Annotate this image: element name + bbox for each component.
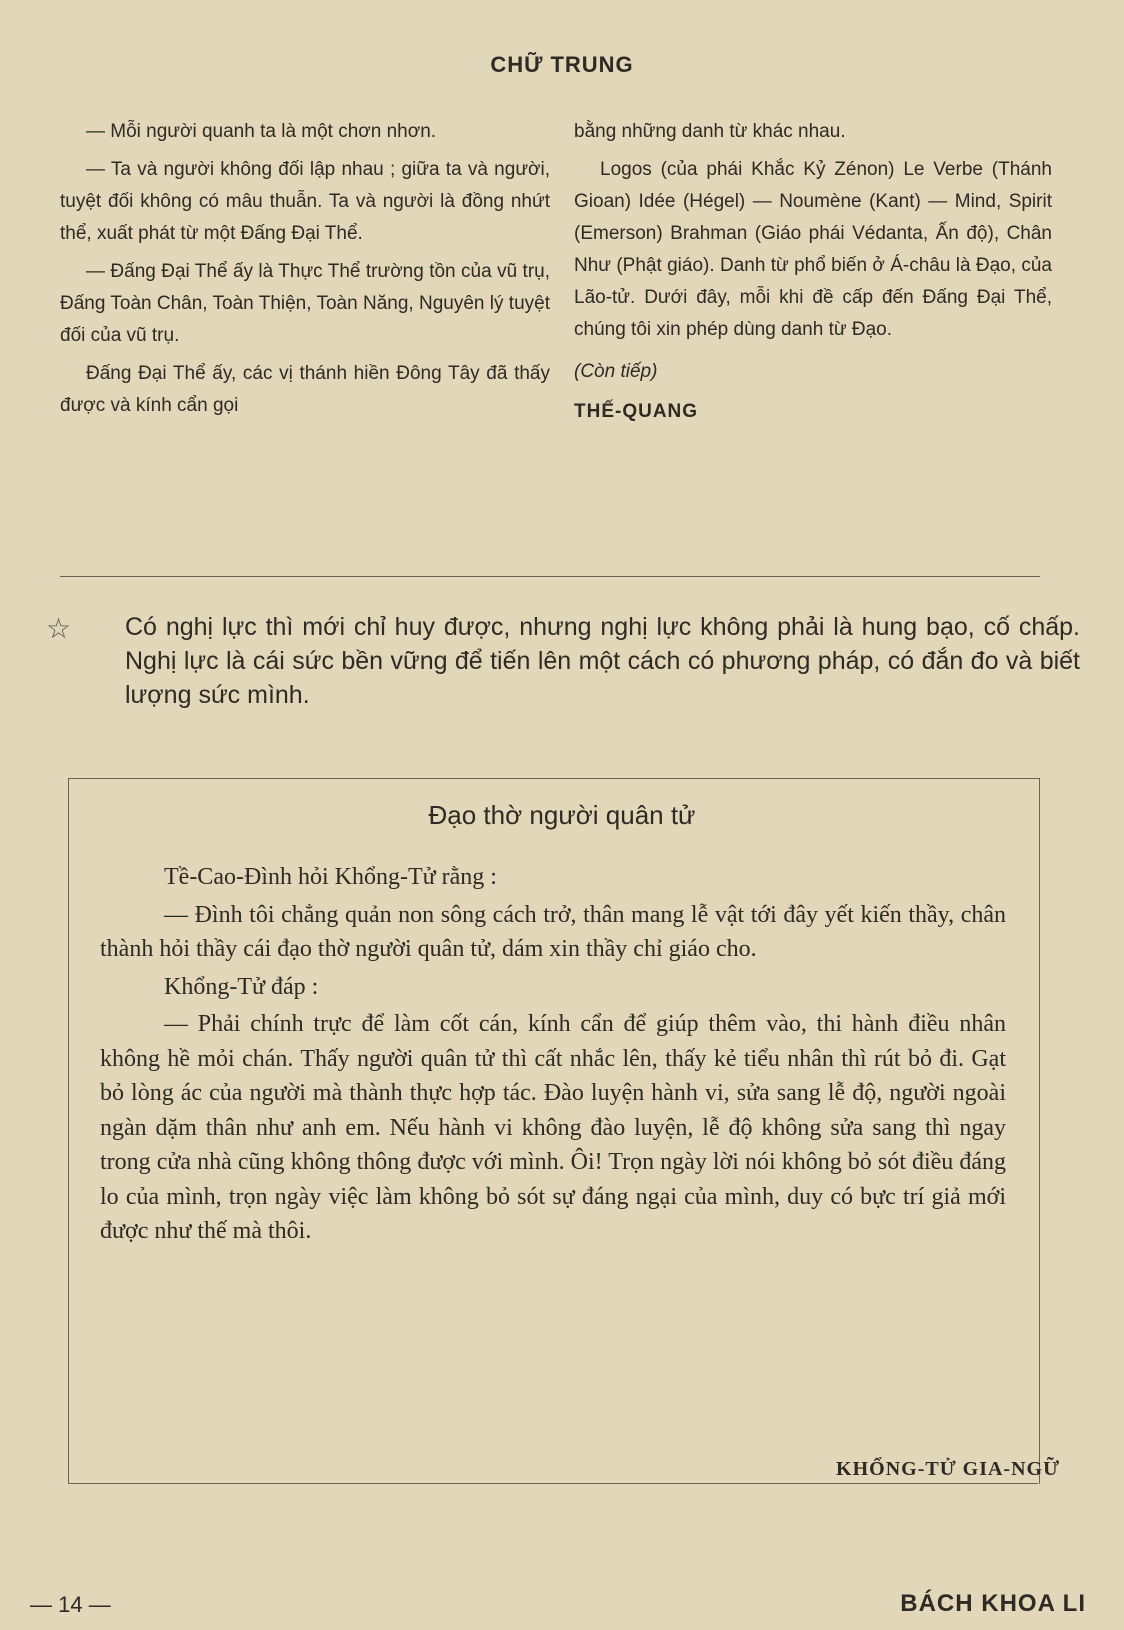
right-column: [574, 116, 1052, 434]
paragraph-continuation: bằng những danh từ khác nhau.: [574, 121, 846, 142]
continued-note: (Còn tiếp): [574, 361, 658, 382]
paragraph: — Mỗi người quanh ta là một chơn nhơn.: [86, 121, 437, 142]
paragraph: — Đấng Đại Thể ấy là Thực Thể trường tồn của vũ trụ, Đấng Toàn Chân, Toàn Thiện, Toàn Năng, Nguyên lý tuyệt đối của vũ trụ.: [60, 261, 550, 346]
paragraph: Tề-Cao-Đình hỏi Khổng-Tử rằng :: [164, 864, 497, 890]
magazine-name: BÁCH KHOA LI: [900, 1590, 1086, 1617]
paragraph: — Phải chính trực để làm cốt cán, kính cẩn để giúp thêm vào, thi hành điều nhân không hề mỏi chán. Thấy người quân tử thì cất nhắc lên, thấy kẻ tiểu nhân thì rút bỏ đi. Gạt bỏ lòng ác của người mà thành thực hợp tác. Đào luyện hành vi, sửa sang lễ độ, người ngoài ngàn dặm thân như anh em. Nếu hành vi không đào luyện, lễ độ không sửa sang thì ngay trong cửa nhà cũng không thông được với mình. Ôi! Trọn ngày lời nói không bỏ sót điều đáng lo của mình, trọn ngày việc làm không bỏ sót sự đáng ngại của mình, duy có bực trí giả mới được như thế mà thôi.: [100, 1011, 1006, 1244]
left-column: [60, 116, 550, 428]
author-signature: THẾ-QUANG: [574, 401, 699, 422]
paragraph: — Đình tôi chẳng quản non sông cách trở, thân mang lễ vật tới đây yết kiến thầy, chân thành hỏi thầy cái đạo thờ người quân tử, dám xin thầy chỉ giáo cho.: [100, 901, 1006, 962]
divider-line: [60, 576, 1040, 577]
boxed-article-title: Đạo thờ người quân tử: [428, 800, 696, 830]
boxed-article-body: [100, 860, 1006, 1252]
star-icon: ☆: [46, 613, 72, 644]
paragraph: Logos (của phái Khắc Kỷ Zénon) Le Verbe (Thánh Gioan) Idée (Hégel) — Noumène (Kant) — Mind, Spirit (Emerson) Brahman (Giáo phái Védanta, Ấn độ), Chân Như (Phật giáo). Danh từ phổ biến ở Á-châu là Đạo, của Lão-tử. Dưới đây, mỗi khi đề cấp đến Đấng Đại Thể, chúng tôi xin phép dùng danh từ Đạo.: [574, 159, 1052, 340]
page-number: — 14 —: [30, 1592, 111, 1617]
source-citation: KHỔNG-TỬ GIA-NGỮ: [836, 1458, 1060, 1480]
quote-block: [40, 610, 1080, 712]
paragraph: — Ta và người không đối lập nhau ; giữa ta và người, tuyệt đối không có mâu thuẫn. Ta và người là đồng nhứt thể, xuất phát từ một Đấng Đại Thể.: [60, 159, 550, 244]
paragraph: Khổng-Tử đáp :: [164, 973, 319, 1000]
paragraph: Đấng Đại Thể ấy, các vị thánh hiền Đông Tây đã thấy được và kính cẩn gọi: [60, 363, 550, 416]
boxed-article-bottom-rule: [68, 1483, 1038, 1484]
running-title: CHỮ TRUNG: [490, 52, 634, 77]
quote-text: Có nghị lực thì mới chỉ huy được, nhưng nghị lực không phải là hung bạo, cố chấp. Nghị lực là cái sức bền vững để tiến lên một cách có phương pháp, có đắn đo và biết lượng sức mình.: [125, 613, 1080, 709]
